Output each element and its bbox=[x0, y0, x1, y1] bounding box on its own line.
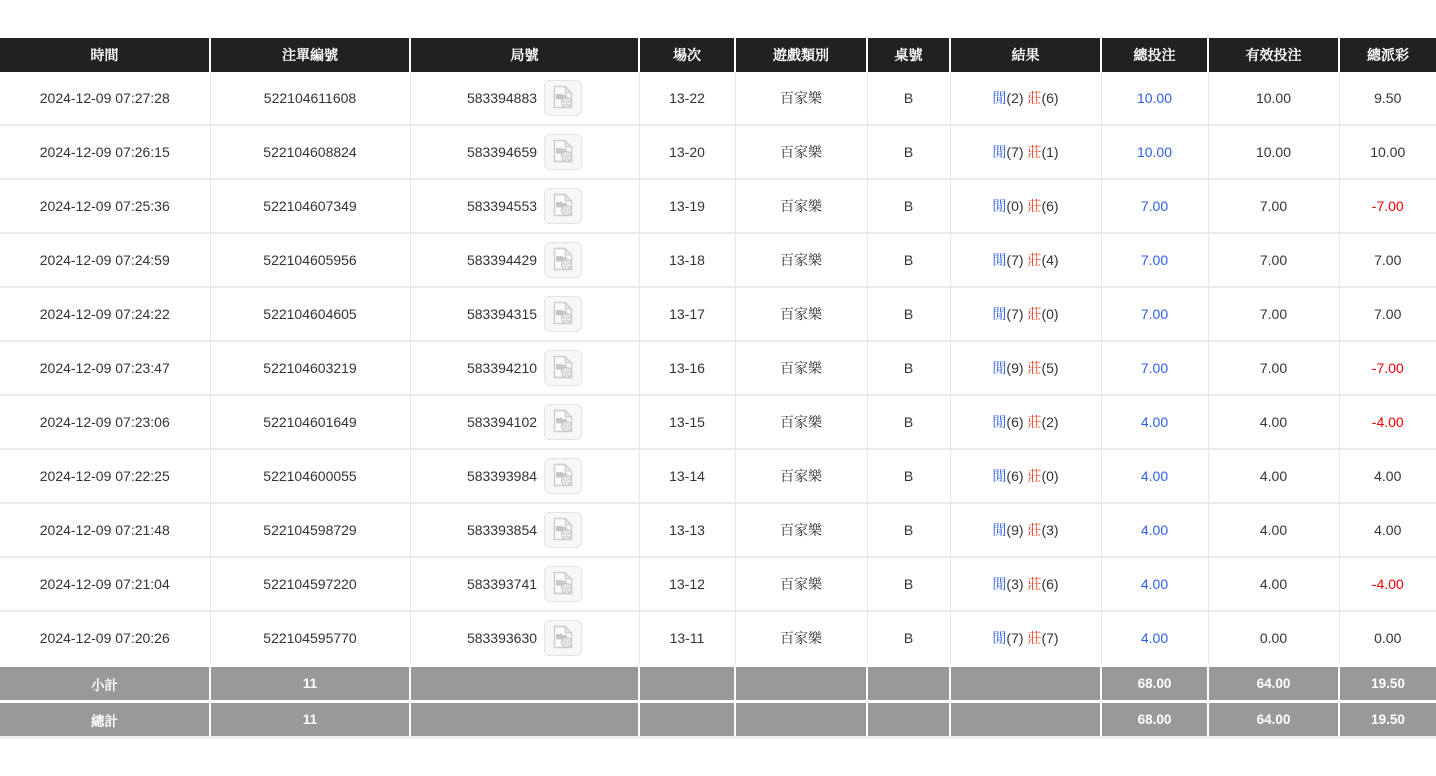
player-result-score: (0) bbox=[1006, 198, 1024, 214]
table-no-cell: B bbox=[867, 287, 950, 341]
player-result-score: (9) bbox=[1006, 522, 1024, 538]
video-file-icon bbox=[552, 247, 574, 274]
table-no-cell: B bbox=[867, 341, 950, 395]
col-bet-id: 注單編號 bbox=[210, 38, 410, 72]
video-replay-button[interactable] bbox=[544, 512, 582, 548]
total-bet-cell[interactable]: 4.00 bbox=[1101, 611, 1208, 666]
player-result-score: (7) bbox=[1006, 630, 1024, 646]
table-row bbox=[0, 179, 1436, 233]
subtotal-empty-result bbox=[950, 666, 1101, 702]
payout-cell: 7.00 bbox=[1339, 233, 1436, 287]
player-result-score: (7) bbox=[1006, 306, 1024, 322]
total-empty-game bbox=[735, 702, 867, 738]
time-cell: 2024-12-09 07:21:48 bbox=[0, 503, 210, 557]
table-row bbox=[0, 72, 1436, 125]
payout-cell: -4.00 bbox=[1339, 557, 1436, 611]
banker-result-label: 莊 bbox=[1027, 414, 1042, 430]
round-id-value: 583393630 bbox=[466, 630, 538, 646]
video-file-icon bbox=[552, 571, 574, 598]
table-row bbox=[0, 125, 1436, 179]
player-result-label: 閒 bbox=[992, 90, 1007, 106]
header-row bbox=[0, 38, 1436, 72]
round-id-value: 583393741 bbox=[466, 576, 538, 592]
round-id-cell bbox=[410, 233, 639, 287]
session-cell: 13-17 bbox=[639, 287, 735, 341]
player-result-label: 閒 bbox=[992, 576, 1007, 592]
col-table-no: 桌號 bbox=[867, 38, 950, 72]
player-result-score: (3) bbox=[1006, 576, 1024, 592]
game-type-cell: 百家樂 bbox=[735, 395, 867, 449]
bet-history-table bbox=[0, 38, 1436, 739]
banker-result-label: 莊 bbox=[1027, 198, 1042, 214]
player-result-label: 閒 bbox=[992, 144, 1007, 160]
session-cell: 13-14 bbox=[639, 449, 735, 503]
total-row bbox=[0, 702, 1436, 738]
player-result-score: (9) bbox=[1006, 360, 1024, 376]
subtotal-empty-table bbox=[867, 666, 950, 702]
time-cell: 2024-12-09 07:21:04 bbox=[0, 557, 210, 611]
round-id-value: 583393854 bbox=[466, 522, 538, 538]
valid-bet-cell: 0.00 bbox=[1208, 611, 1339, 666]
total-bet-cell[interactable]: 10.00 bbox=[1101, 125, 1208, 179]
total-empty-session bbox=[639, 702, 735, 738]
payout-cell: 7.00 bbox=[1339, 287, 1436, 341]
result-cell bbox=[950, 125, 1101, 179]
valid-bet-cell: 4.00 bbox=[1208, 395, 1339, 449]
round-id-cell bbox=[410, 179, 639, 233]
total-payout: 19.50 bbox=[1339, 702, 1436, 738]
table-no-cell: B bbox=[867, 125, 950, 179]
time-cell: 2024-12-09 07:27:28 bbox=[0, 72, 210, 125]
player-result-label: 閒 bbox=[992, 252, 1007, 268]
subtotal-empty-session bbox=[639, 666, 735, 702]
video-replay-button[interactable] bbox=[544, 566, 582, 602]
table-no-cell: B bbox=[867, 557, 950, 611]
banker-result-score: (2) bbox=[1041, 414, 1059, 430]
total-bet-cell[interactable]: 10.00 bbox=[1101, 72, 1208, 125]
col-time: 時間 bbox=[0, 38, 210, 72]
video-file-icon bbox=[552, 463, 574, 490]
game-type-cell: 百家樂 bbox=[735, 341, 867, 395]
round-id-value: 583394659 bbox=[466, 144, 538, 160]
total-valid-bet: 64.00 bbox=[1208, 702, 1339, 738]
round-id-value: 583394315 bbox=[466, 306, 538, 322]
payout-cell: 4.00 bbox=[1339, 503, 1436, 557]
total-empty-round bbox=[410, 702, 639, 738]
valid-bet-cell: 4.00 bbox=[1208, 557, 1339, 611]
round-id-cell bbox=[410, 72, 639, 125]
video-file-icon bbox=[552, 193, 574, 220]
video-file-icon bbox=[552, 517, 574, 544]
valid-bet-cell: 4.00 bbox=[1208, 449, 1339, 503]
game-type-cell: 百家樂 bbox=[735, 125, 867, 179]
payout-cell: 9.50 bbox=[1339, 72, 1436, 125]
total-total-bet: 68.00 bbox=[1101, 702, 1208, 738]
banker-result-label: 莊 bbox=[1027, 576, 1042, 592]
subtotal-empty-game bbox=[735, 666, 867, 702]
time-cell: 2024-12-09 07:23:06 bbox=[0, 395, 210, 449]
banker-result-score: (0) bbox=[1041, 306, 1059, 322]
table-no-cell: B bbox=[867, 72, 950, 125]
player-result-label: 閒 bbox=[992, 468, 1007, 484]
game-type-cell: 百家樂 bbox=[735, 449, 867, 503]
total-bet-cell[interactable]: 4.00 bbox=[1101, 557, 1208, 611]
banker-result-score: (6) bbox=[1041, 198, 1059, 214]
banker-result-score: (3) bbox=[1041, 522, 1059, 538]
player-result-label: 閒 bbox=[992, 630, 1007, 646]
time-cell: 2024-12-09 07:24:22 bbox=[0, 287, 210, 341]
game-type-cell: 百家樂 bbox=[735, 503, 867, 557]
result-cell bbox=[950, 611, 1101, 666]
table-row bbox=[0, 503, 1436, 557]
total-bet-cell[interactable]: 4.00 bbox=[1101, 503, 1208, 557]
table-row bbox=[0, 341, 1436, 395]
bet-id-cell: 522104595770 bbox=[210, 611, 410, 666]
round-id-value: 583393984 bbox=[466, 468, 538, 484]
valid-bet-cell: 7.00 bbox=[1208, 233, 1339, 287]
valid-bet-cell: 7.00 bbox=[1208, 179, 1339, 233]
subtotal-label: 小計 bbox=[0, 666, 210, 702]
round-id-cell bbox=[410, 125, 639, 179]
col-game-type: 遊戲類別 bbox=[735, 38, 867, 72]
banker-result-score: (0) bbox=[1041, 468, 1059, 484]
subtotal-count: 11 bbox=[210, 666, 410, 702]
video-file-icon bbox=[552, 85, 574, 112]
result-cell bbox=[950, 395, 1101, 449]
session-cell: 13-22 bbox=[639, 72, 735, 125]
video-replay-button[interactable] bbox=[544, 620, 582, 656]
col-result: 結果 bbox=[950, 38, 1101, 72]
payout-cell: 0.00 bbox=[1339, 611, 1436, 666]
table-no-cell: B bbox=[867, 233, 950, 287]
result-cell bbox=[950, 503, 1101, 557]
player-result-label: 閒 bbox=[992, 306, 1007, 322]
video-file-icon bbox=[552, 301, 574, 328]
total-label: 總計 bbox=[0, 702, 210, 738]
session-cell: 13-19 bbox=[639, 179, 735, 233]
game-type-cell: 百家樂 bbox=[735, 179, 867, 233]
session-cell: 13-18 bbox=[639, 233, 735, 287]
banker-result-score: (6) bbox=[1041, 576, 1059, 592]
banker-result-label: 莊 bbox=[1027, 144, 1042, 160]
result-cell bbox=[950, 72, 1101, 125]
video-file-icon bbox=[552, 409, 574, 436]
session-cell: 13-20 bbox=[639, 125, 735, 179]
table-no-cell: B bbox=[867, 449, 950, 503]
total-empty-result bbox=[950, 702, 1101, 738]
table-row bbox=[0, 233, 1436, 287]
player-result-score: (7) bbox=[1006, 144, 1024, 160]
video-replay-button[interactable] bbox=[544, 242, 582, 278]
banker-result-score: (5) bbox=[1041, 360, 1059, 376]
game-type-cell: 百家樂 bbox=[735, 233, 867, 287]
banker-result-label: 莊 bbox=[1027, 630, 1042, 646]
col-payout: 總派彩 bbox=[1339, 38, 1436, 72]
total-bet-cell[interactable]: 7.00 bbox=[1101, 233, 1208, 287]
table-row bbox=[0, 449, 1436, 503]
round-id-value: 583394553 bbox=[466, 198, 538, 214]
result-cell bbox=[950, 233, 1101, 287]
bet-id-cell: 522104598729 bbox=[210, 503, 410, 557]
result-cell bbox=[950, 341, 1101, 395]
session-cell: 13-12 bbox=[639, 557, 735, 611]
col-round-id: 局號 bbox=[410, 38, 639, 72]
subtotal-total-bet: 68.00 bbox=[1101, 666, 1208, 702]
table-body bbox=[0, 72, 1436, 666]
banker-result-label: 莊 bbox=[1027, 360, 1042, 376]
bet-id-cell: 522104597220 bbox=[210, 557, 410, 611]
time-cell: 2024-12-09 07:24:59 bbox=[0, 233, 210, 287]
video-replay-button[interactable] bbox=[544, 296, 582, 332]
bet-id-cell: 522104600055 bbox=[210, 449, 410, 503]
game-type-cell: 百家樂 bbox=[735, 287, 867, 341]
time-cell: 2024-12-09 07:23:47 bbox=[0, 341, 210, 395]
game-type-cell: 百家樂 bbox=[735, 611, 867, 666]
video-file-icon bbox=[552, 355, 574, 382]
player-result-label: 閒 bbox=[992, 198, 1007, 214]
table-no-cell: B bbox=[867, 503, 950, 557]
round-id-value: 583394429 bbox=[466, 252, 538, 268]
total-bet-cell[interactable]: 4.00 bbox=[1101, 449, 1208, 503]
total-bet-cell[interactable]: 7.00 bbox=[1101, 287, 1208, 341]
video-file-icon bbox=[552, 139, 574, 166]
video-replay-button[interactable] bbox=[544, 134, 582, 170]
banker-result-label: 莊 bbox=[1027, 522, 1042, 538]
payout-cell: 10.00 bbox=[1339, 125, 1436, 179]
table-row bbox=[0, 287, 1436, 341]
table-row bbox=[0, 557, 1436, 611]
bet-id-cell: 522104604605 bbox=[210, 287, 410, 341]
round-id-value: 583394102 bbox=[466, 414, 538, 430]
payout-cell: -4.00 bbox=[1339, 395, 1436, 449]
banker-result-score: (6) bbox=[1041, 90, 1059, 106]
video-file-icon bbox=[552, 625, 574, 652]
video-replay-button[interactable] bbox=[544, 404, 582, 440]
banker-result-score: (4) bbox=[1041, 252, 1059, 268]
bet-id-cell: 522104607349 bbox=[210, 179, 410, 233]
subtotal-payout: 19.50 bbox=[1339, 666, 1436, 702]
player-result-score: (6) bbox=[1006, 414, 1024, 430]
round-id-cell bbox=[410, 449, 639, 503]
round-id-cell bbox=[410, 395, 639, 449]
banker-result-label: 莊 bbox=[1027, 306, 1042, 322]
bet-id-cell: 522104603219 bbox=[210, 341, 410, 395]
game-type-cell: 百家樂 bbox=[735, 72, 867, 125]
round-id-cell bbox=[410, 557, 639, 611]
col-total-bet: 總投注 bbox=[1101, 38, 1208, 72]
banker-result-label: 莊 bbox=[1027, 468, 1042, 484]
table-row bbox=[0, 611, 1436, 666]
table-no-cell: B bbox=[867, 611, 950, 666]
session-cell: 13-13 bbox=[639, 503, 735, 557]
subtotal-valid-bet: 64.00 bbox=[1208, 666, 1339, 702]
table-no-cell: B bbox=[867, 395, 950, 449]
time-cell: 2024-12-09 07:26:15 bbox=[0, 125, 210, 179]
round-id-cell bbox=[410, 503, 639, 557]
time-cell: 2024-12-09 07:22:25 bbox=[0, 449, 210, 503]
table-no-cell: B bbox=[867, 179, 950, 233]
round-id-cell bbox=[410, 341, 639, 395]
video-replay-button[interactable] bbox=[544, 188, 582, 224]
round-id-cell bbox=[410, 611, 639, 666]
time-cell: 2024-12-09 07:20:26 bbox=[0, 611, 210, 666]
total-empty-table bbox=[867, 702, 950, 738]
result-cell bbox=[950, 557, 1101, 611]
table-header bbox=[0, 38, 1436, 72]
banker-result-score: (7) bbox=[1041, 630, 1059, 646]
video-replay-button[interactable] bbox=[544, 458, 582, 494]
round-id-value: 583394210 bbox=[466, 360, 538, 376]
total-count: 11 bbox=[210, 702, 410, 738]
banker-result-score: (1) bbox=[1041, 144, 1059, 160]
game-type-cell: 百家樂 bbox=[735, 557, 867, 611]
session-cell: 13-11 bbox=[639, 611, 735, 666]
col-session: 場次 bbox=[639, 38, 735, 72]
player-result-score: (2) bbox=[1006, 90, 1024, 106]
valid-bet-cell: 7.00 bbox=[1208, 287, 1339, 341]
total-bet-cell[interactable]: 4.00 bbox=[1101, 395, 1208, 449]
valid-bet-cell: 4.00 bbox=[1208, 503, 1339, 557]
player-result-label: 閒 bbox=[992, 360, 1007, 376]
video-replay-button[interactable] bbox=[544, 80, 582, 116]
bet-id-cell: 522104605956 bbox=[210, 233, 410, 287]
bet-id-cell: 522104601649 bbox=[210, 395, 410, 449]
payout-cell: 4.00 bbox=[1339, 449, 1436, 503]
round-id-value: 583394883 bbox=[466, 90, 538, 106]
valid-bet-cell: 7.00 bbox=[1208, 341, 1339, 395]
valid-bet-cell: 10.00 bbox=[1208, 125, 1339, 179]
time-cell: 2024-12-09 07:25:36 bbox=[0, 179, 210, 233]
video-replay-button[interactable] bbox=[544, 350, 582, 386]
table-row bbox=[0, 395, 1436, 449]
result-cell bbox=[950, 179, 1101, 233]
col-valid-bet: 有效投注 bbox=[1208, 38, 1339, 72]
payout-cell: -7.00 bbox=[1339, 179, 1436, 233]
subtotal-empty-round bbox=[410, 666, 639, 702]
valid-bet-cell: 10.00 bbox=[1208, 72, 1339, 125]
player-result-score: (6) bbox=[1006, 468, 1024, 484]
player-result-label: 閒 bbox=[992, 414, 1007, 430]
banker-result-label: 莊 bbox=[1027, 252, 1042, 268]
bet-id-cell: 522104608824 bbox=[210, 125, 410, 179]
total-bet-cell[interactable]: 7.00 bbox=[1101, 341, 1208, 395]
result-cell bbox=[950, 449, 1101, 503]
subtotal-row bbox=[0, 666, 1436, 702]
player-result-label: 閒 bbox=[992, 522, 1007, 538]
result-cell bbox=[950, 287, 1101, 341]
total-bet-cell[interactable]: 7.00 bbox=[1101, 179, 1208, 233]
round-id-cell bbox=[410, 287, 639, 341]
bet-id-cell: 522104611608 bbox=[210, 72, 410, 125]
banker-result-label: 莊 bbox=[1027, 90, 1042, 106]
payout-cell: -7.00 bbox=[1339, 341, 1436, 395]
session-cell: 13-15 bbox=[639, 395, 735, 449]
table-summary bbox=[0, 666, 1436, 738]
player-result-score: (7) bbox=[1006, 252, 1024, 268]
session-cell: 13-16 bbox=[639, 341, 735, 395]
